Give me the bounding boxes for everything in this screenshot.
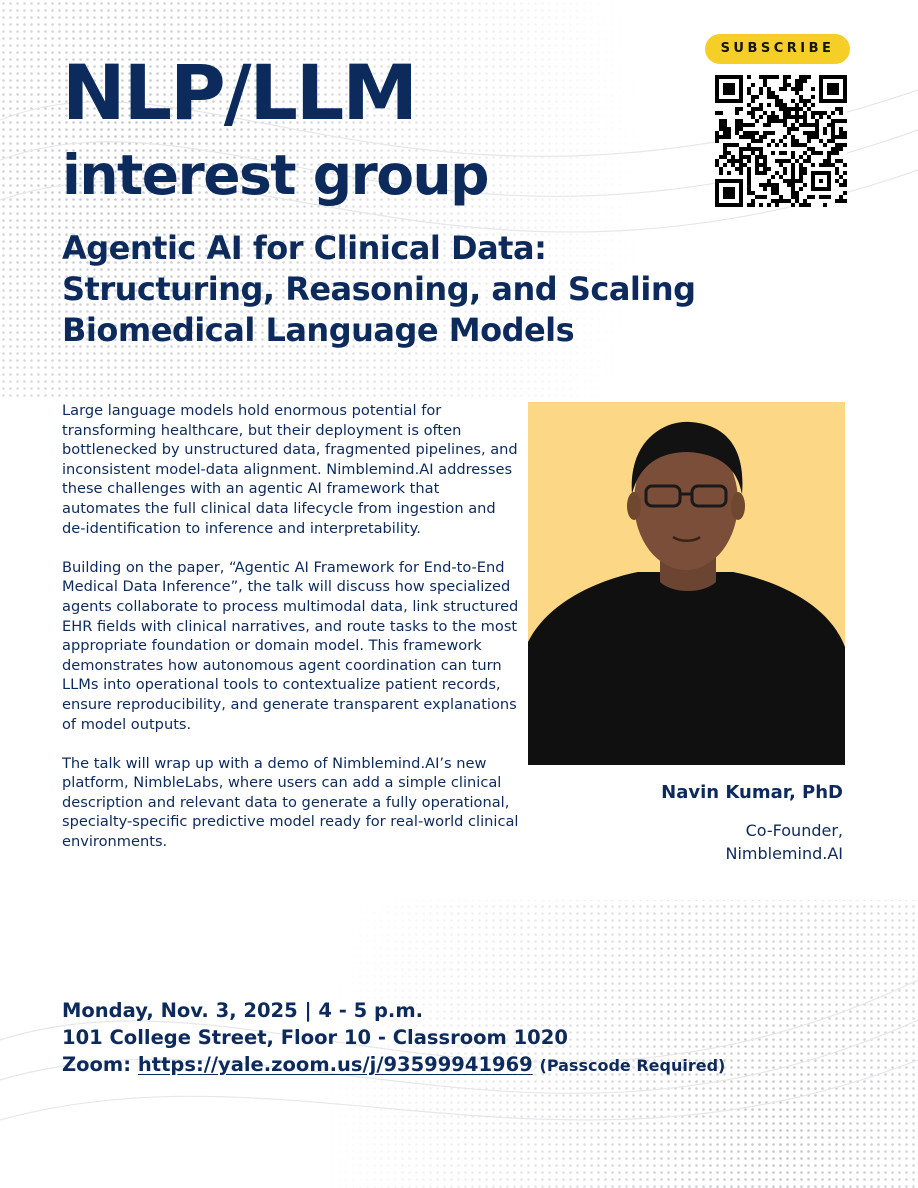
talk-title bbox=[62, 228, 862, 351]
talk-abstract bbox=[62, 401, 522, 871]
event-location: 101 College Street, Floor 10 - Classroom 1020 bbox=[62, 1026, 568, 1049]
qr-code-icon[interactable] bbox=[715, 75, 847, 207]
talk-title-line: Agentic AI for Clinical Data: bbox=[62, 229, 547, 267]
abstract-paragraph: Building on the paper, “Agentic AI Framework for End-to-End Medical Data Inference”, the talk will discuss how specialized agents collaborate to process multimodal data, link structured EHR fields with clinical narratives, and route tasks to the most appropriate foundation or domain model. This framework demonstrates how autonomous agent coordination can turn LLMs into operational tools to contextualize patient records, ensure reproducibility, and generate transparent explanations of model outputs. bbox=[62, 558, 519, 733]
abstract-paragraph: Large language models hold enormous potential for transforming healthcare, but their deployment is often bottlenecked by unstructured data, fragmented pipelines, and inconsistent model-data alignment. Nimblemind.AI addresses these challenges with an agentic AI framework that automates the full clinical data lifecycle from ingestion and de-identification to inference and interpretability. bbox=[62, 402, 518, 537]
passcode-note: (Passcode Required) bbox=[539, 1056, 726, 1075]
talk-title-line: Biomedical Language Models bbox=[62, 311, 575, 349]
speaker-role-line: Nimblemind.AI bbox=[725, 844, 843, 863]
group-title: NLP/LLM bbox=[62, 48, 416, 137]
speaker-role-line: Co-Founder, bbox=[745, 821, 843, 840]
subscribe-button[interactable]: SUBSCRIBE bbox=[705, 34, 850, 64]
event-datetime: Monday, Nov. 3, 2025 | 4 - 5 p.m. bbox=[62, 999, 424, 1022]
speaker-photo bbox=[528, 402, 845, 765]
speaker-name: Navin Kumar, PhD bbox=[661, 782, 843, 803]
zoom-link[interactable]: https://yale.zoom.us/j/93599941969 bbox=[137, 1053, 533, 1076]
zoom-label: Zoom: bbox=[62, 1053, 132, 1076]
talk-title-line: Structuring, Reasoning, and Scaling bbox=[62, 270, 696, 308]
group-subtitle: interest group bbox=[62, 143, 489, 207]
abstract-paragraph: The talk will wrap up with a demo of Nimblemind.AI’s new platform, NimbleLabs, where users can add a simple clinical description and relevant data to generate a fully operational, specialty-specific predictive model ready for real-world clinical environments. bbox=[62, 754, 519, 851]
event-zoom bbox=[62, 1051, 882, 1079]
speaker-role bbox=[593, 819, 843, 865]
event-details bbox=[62, 997, 882, 1079]
